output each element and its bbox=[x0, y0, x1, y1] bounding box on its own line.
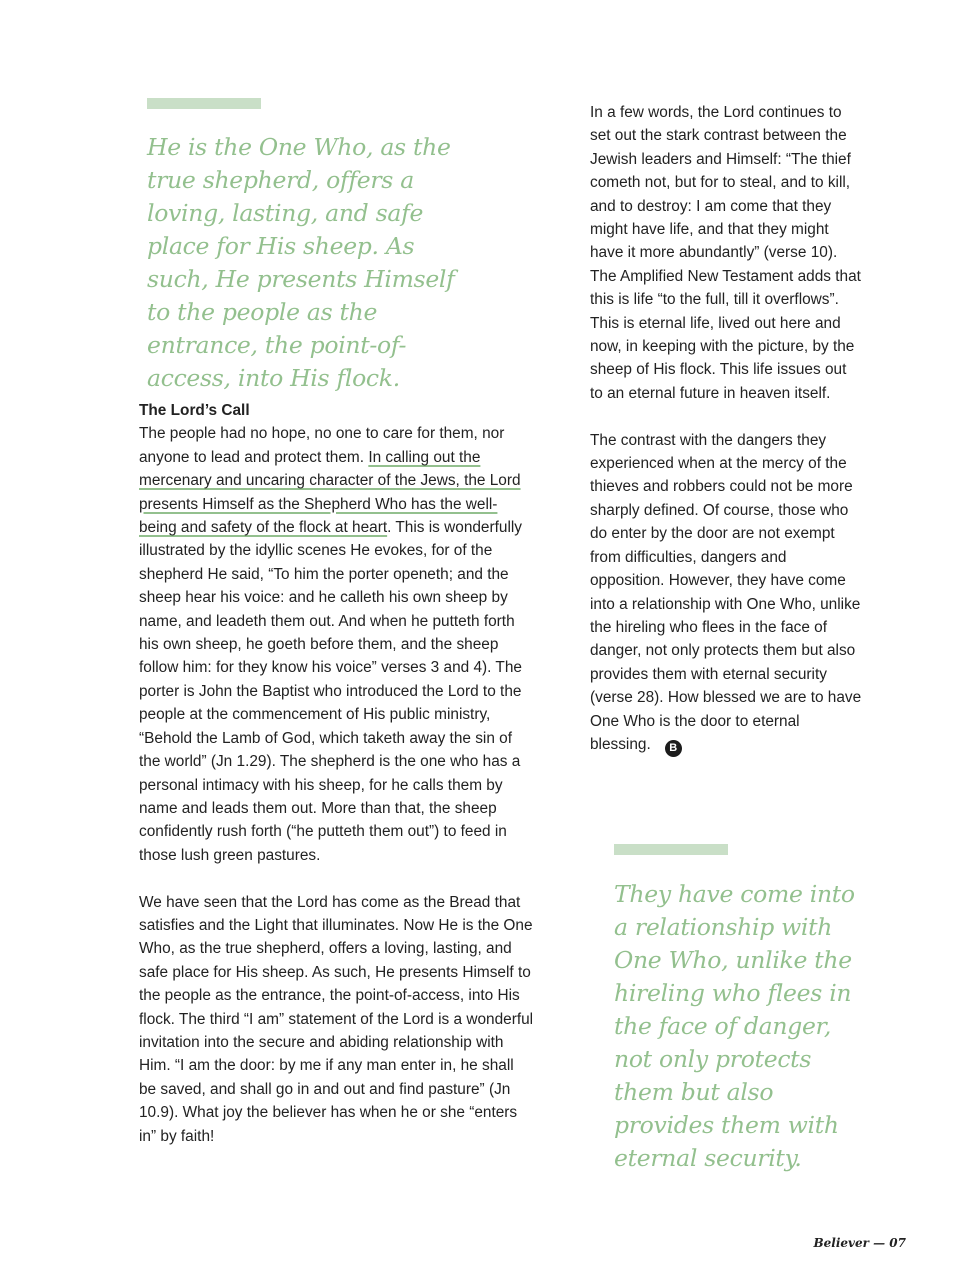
section-heading: The Lord’s Call bbox=[139, 402, 250, 419]
right-paragraph-1: In a few words, the Lord continues to set out the stark contrast between the Jewish leaders and Himself: “The thief cometh not, but for to steal, and to kill, and to destroy: I am come that they might have life, and that they might have it more abundantly” (verse 10). The Amplified New Testament adds that this is life “to the full, till it overflows”. This is eternal life, lived out here and now, in keeping with the picture, by the sheep of His flock. This life issues out to an eternal future in heaven itself. bbox=[590, 104, 861, 402]
pull-quote-2: They have come into a relationship with One Who, unlike the hireling who flees in the face of danger, not only protects them but also provides them with eternal security. bbox=[614, 880, 855, 1172]
end-mark-icon: B bbox=[665, 740, 682, 757]
left-p1-rest: . This is wonderfully illustrated by the idyllic scenes He evokes, for of the shepherd He said, “To him the porter openeth; and the sheep hear his voice: and he calleth his own sheep by name, and leadeth them out. And when he putteth forth his own sheep, he goeth before them, and the sheep follow him: for they know his voice” verses 3 and 4). The porter is John the Baptist who introduced the Lord to the people at the commencement of His public ministry, “Behold the Lamb of God, which taketh away the sin of the world” (Jn 1.29). The shepherd is the one who has a personal intimacy with his sheep, for he calls them by name and leads them out. More than that, the sheep confidently rush forth (“he putteth them out”) to feed in those lush green pastures. bbox=[139, 519, 522, 864]
pull-quote-rule-bottom bbox=[614, 844, 728, 855]
right-p2-text: The contrast with the dangers they experienced when at the mercy of the thieves and robbers could not be more sharply defined. Of course, those who do enter by the door are not exempt from difficulties, dangers and opposition. However, they have come into a relationship with One Who, unlike the hireling who flees in the face of danger, not only protects them but also provides them with eternal security (verse 28). How blessed we are to have One Who is the door to eternal blessing. bbox=[590, 431, 862, 753]
page-footer: Believer — 07 bbox=[813, 1236, 906, 1250]
left-p1-lead: The people had no hope, no one to care for them, nor anyone to lead and protect them. bbox=[139, 425, 505, 466]
left-paragraph-1 bbox=[139, 422, 534, 867]
highlighted-passage: In calling out the mercenary and uncaring character of the Jews, the Lord presents Himself as the Shepherd Who has the well-being and safety of the flock at heart bbox=[139, 448, 521, 537]
pull-quote-rule-top bbox=[147, 98, 261, 109]
right-column bbox=[590, 101, 862, 757]
left-column bbox=[139, 399, 534, 1148]
right-paragraph-2 bbox=[590, 429, 862, 757]
pull-quote-1: He is the One Who, as the true shepherd, offers a loving, lasting, and safe place for His sheep. As such, He presents Himself to the people as the entrance, the point-of-access, into His flock. bbox=[147, 133, 455, 392]
left-paragraph-2: We have seen that the Lord has come as the Bread that satisfies and the Light that illuminates. Now He is the One Who, as the true shepherd, offers a loving, lasting, and safe place for His sheep. As such, He presents Himself to the people as the entrance, the point-of-access, into His flock. The third “I am” statement of the Lord is a wonderful invitation into the secure and abiding relationship with Him. “I am the door: by me if any man enter in, he shall be saved, and shall go in and out and find pasture” (Jn 10.9). What joy the believer has when he or she “enters in” by faith! bbox=[139, 893, 534, 1145]
